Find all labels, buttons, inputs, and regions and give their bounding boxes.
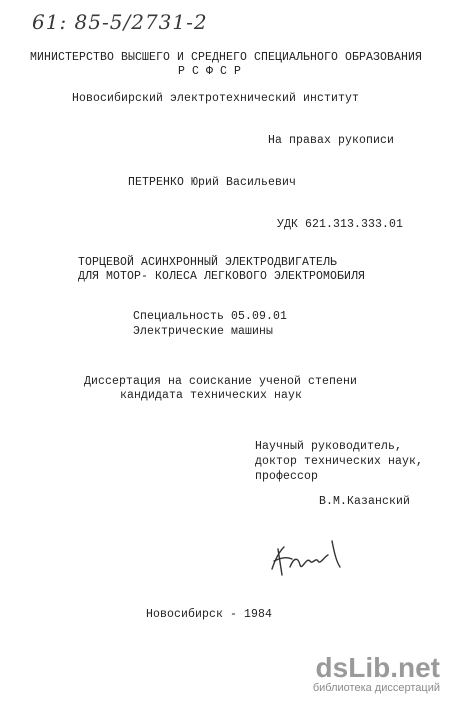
ministry-line-2: Р С Ф С Р [178, 65, 242, 78]
city-and-year: Новосибирск - 1984 [146, 608, 273, 621]
title-line-2: ДЛЯ МОТОР- КОЛЕСА ЛЕГКОВОГО ЭЛЕКТРОМОБИЛЯ [78, 270, 366, 283]
dissertation-line-1: Диссертация на соискание ученой степени [84, 375, 358, 388]
author-name: ПЕТРЕНКО Юрий Васильевич [128, 176, 297, 189]
institute-name: Новосибирский электротехнический институт [72, 92, 360, 105]
ministry-line-1: МИНИСТЕРСТВО ВЫСШЕГО И СРЕДНЕГО СПЕЦИАЛЬНОГО ОБРАЗОВАНИЯ [30, 51, 423, 64]
dslib-logo: dsLib.net [315, 652, 440, 683]
dissertation-line-2: кандидата технических наук [120, 389, 303, 402]
supervisor-degree: доктор технических наук, [255, 455, 424, 468]
rights-note: На правах рукописи [268, 134, 395, 147]
supervisor-role: Научный руководитель, [255, 440, 403, 453]
udk-code: УДК 621.313.333.01 [277, 218, 404, 231]
dslib-tagline: библиотека диссертаций [312, 682, 440, 694]
supervisor-name: В.М.Казанский [319, 495, 411, 508]
title-line-1: ТОРЦЕВОЙ АСИНХРОННЫЙ ЭЛЕКТРОДВИГАТЕЛЬ [78, 256, 338, 269]
dslib-watermark [270, 652, 446, 700]
handwritten-signature [262, 527, 352, 587]
supervisor-title: профессор [255, 470, 319, 483]
specialty-name: Электрические машины [133, 325, 274, 338]
specialty-code: Специальность 05.09.01 [133, 310, 288, 323]
handwritten-archive-code: 61: 85-5/2731-2 [32, 10, 208, 34]
